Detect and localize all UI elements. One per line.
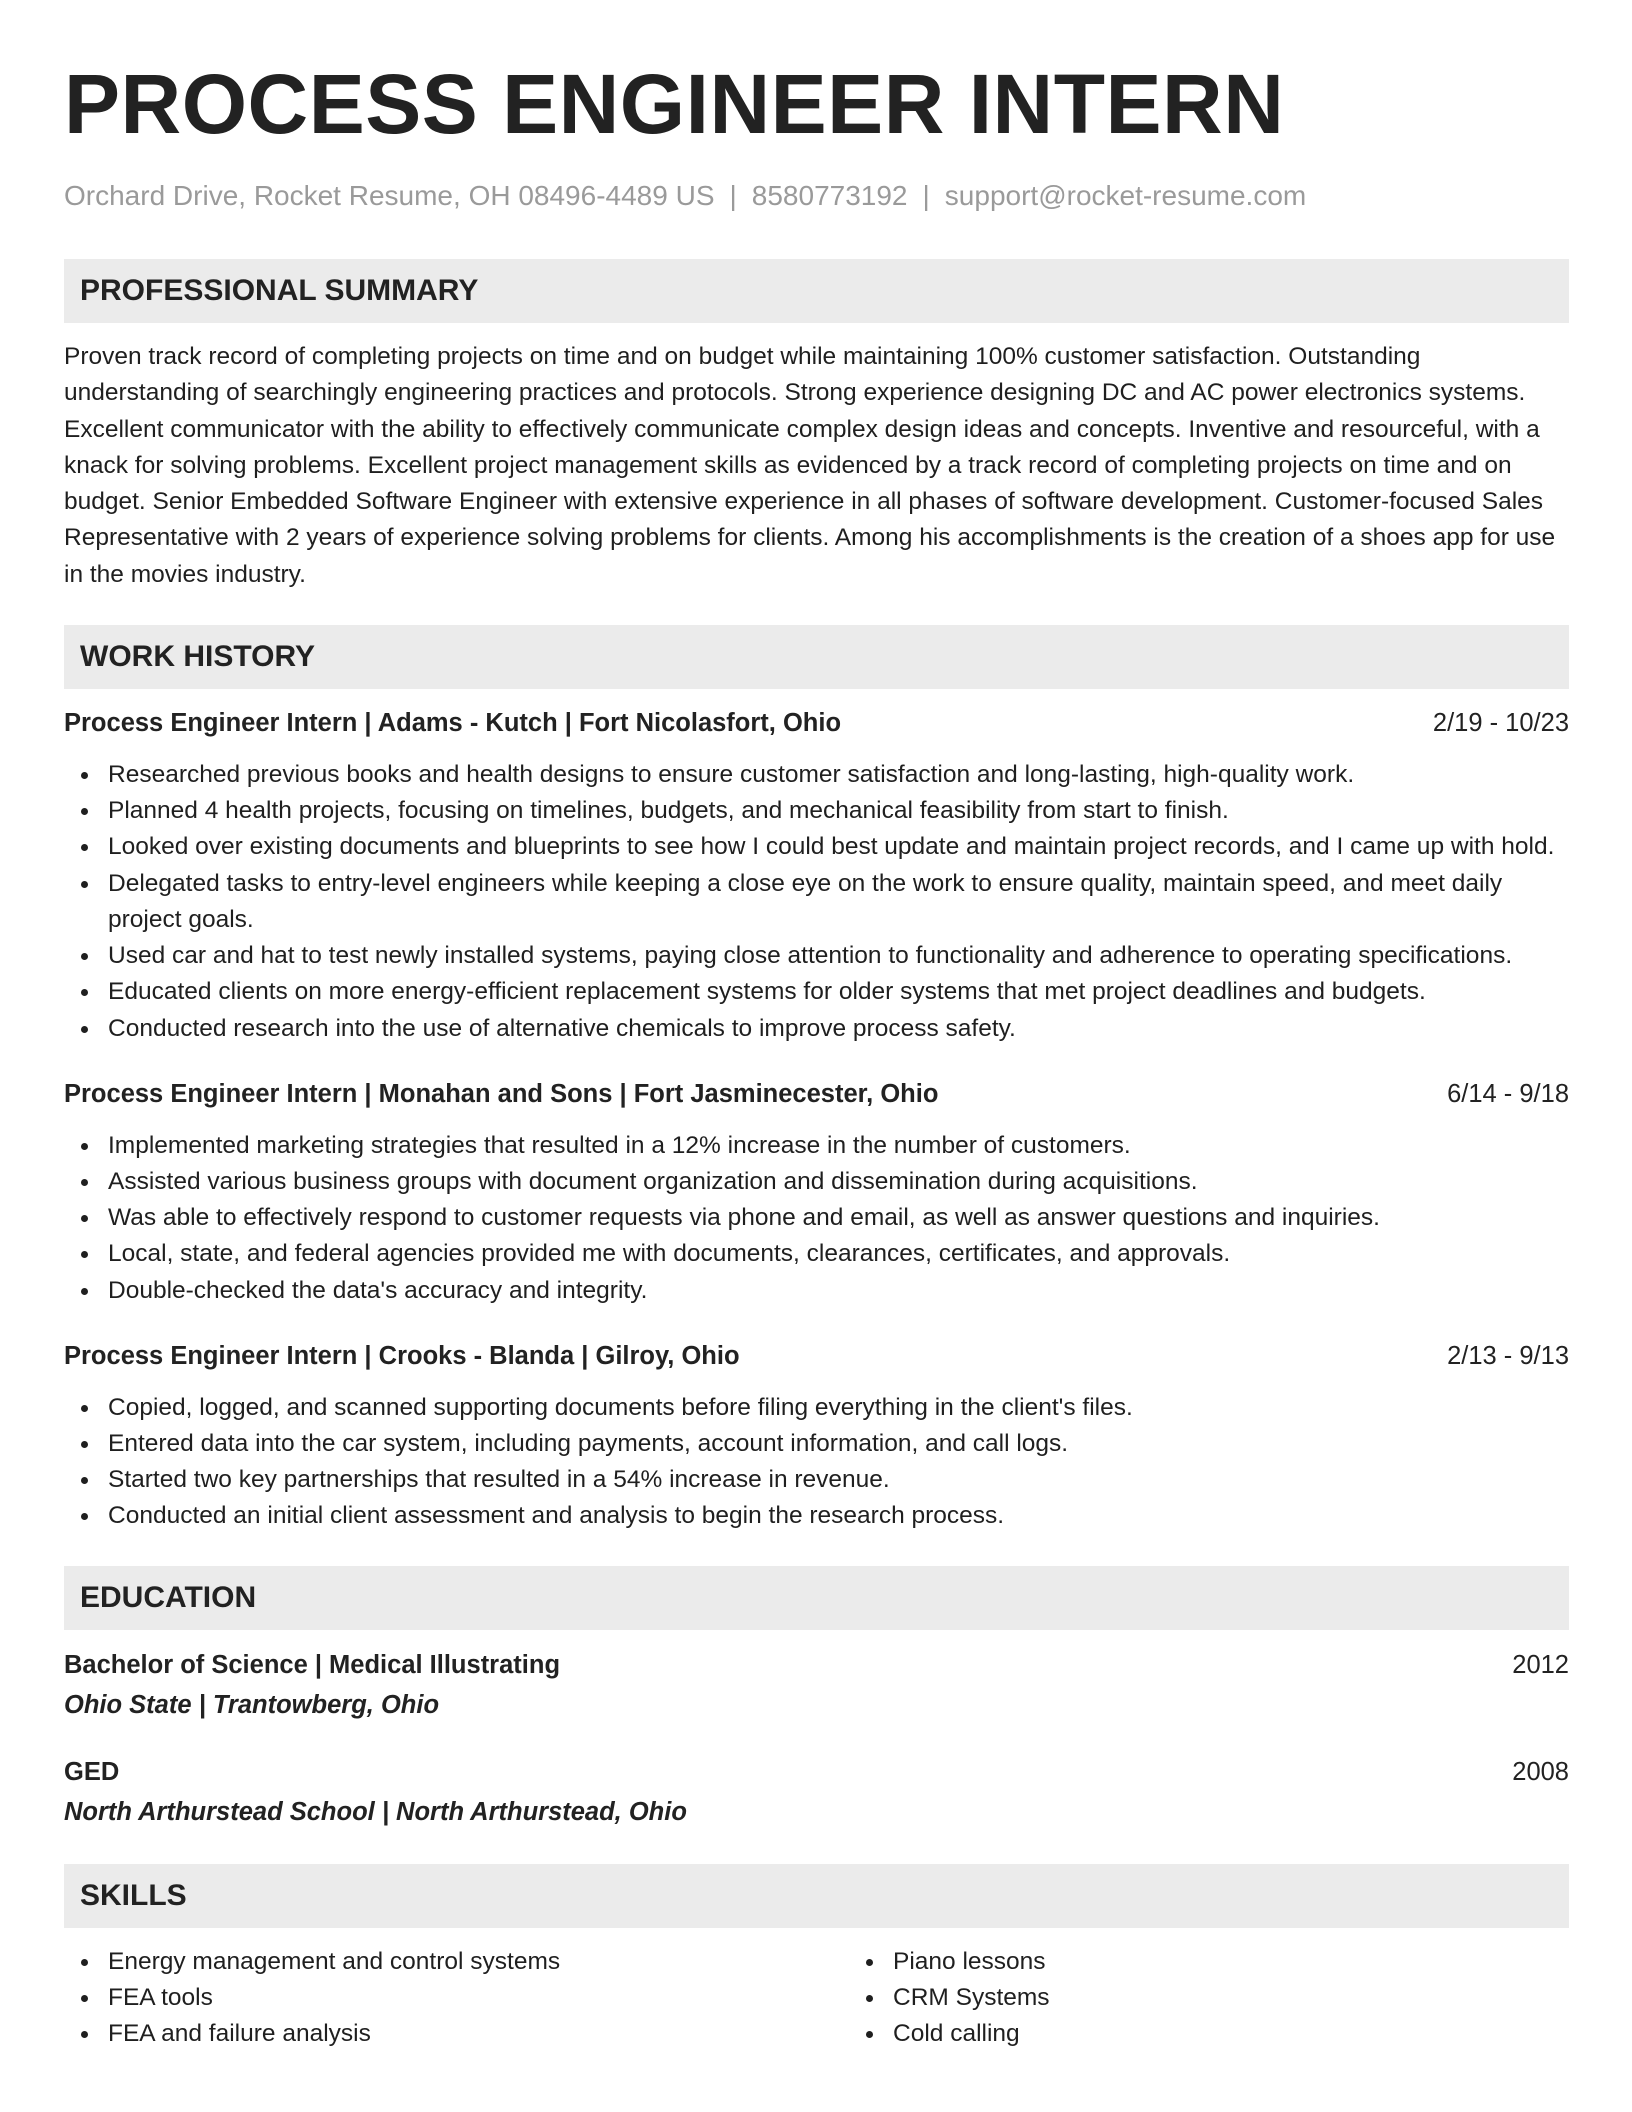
job-bullet: Assisted various business groups with document organization and dissemination during acquisitions.	[108, 1164, 1569, 1200]
education-header	[64, 1649, 1569, 1681]
skills-list-right	[849, 1944, 1050, 2053]
skills-list-left	[64, 1944, 849, 2053]
skill-item: FEA and failure analysis	[108, 2016, 849, 2052]
school: Ohio State | Trantowberg, Ohio	[64, 1690, 440, 1719]
education-entry	[64, 1756, 1569, 1828]
job-bullet: Educated clients on more energy-efficient replacement systems for older systems that met project deadlines and budgets.	[108, 974, 1569, 1010]
section-header-work-history: WORK HISTORY	[64, 625, 1569, 689]
skill-item: Energy management and control systems	[108, 1944, 849, 1980]
contact-line	[64, 180, 1569, 212]
job-title: Process Engineer Intern | Adams - Kutch | Fort Nicolasfort, Ohio	[64, 709, 842, 738]
job-bullet: Started two key partnerships that resulted in a 54% increase in revenue.	[108, 1462, 1569, 1498]
job-dates: 2/19 - 10/23	[1432, 709, 1569, 738]
job-bullets	[64, 1390, 1569, 1535]
job-bullet: Local, state, and federal agencies provided me with documents, clearances, certificates, and approvals.	[108, 1236, 1569, 1272]
job-bullet: Was able to effectively respond to customer requests via phone and email, as well as answer questions and inquiries.	[108, 1200, 1569, 1236]
job-entry	[64, 1078, 1569, 1309]
school: North Arthurstead School | North Arthurstead, Ohio	[64, 1797, 687, 1826]
job-bullet: Entered data into the car system, including payments, account information, and call logs.	[108, 1426, 1569, 1462]
job-title: Process Engineer Intern | Monahan and Sons | Fort Jasminecester, Ohio	[64, 1079, 939, 1108]
job-bullet: Implemented marketing strategies that resulted in a 12% increase in the number of customers.	[108, 1128, 1569, 1164]
job-dates: 6/14 - 9/18	[1447, 1079, 1569, 1108]
section-header-education: EDUCATION	[64, 1566, 1569, 1630]
job-bullet: Delegated tasks to entry-level engineers while keeping a close eye on the work to ensure quality, maintain speed, and meet daily project goals.	[108, 866, 1569, 938]
job-header	[64, 1340, 1569, 1372]
skill-item: Piano lessons	[893, 1944, 1050, 1980]
contact-email[interactable]: support@rocket-resume.com	[944, 180, 1307, 211]
skill-item: FEA tools	[108, 1980, 849, 2016]
education-entry	[64, 1649, 1569, 1721]
degree: GED	[64, 1757, 120, 1786]
job-bullet: Researched previous books and health designs to ensure customer satisfaction and long-lasting, high-quality work.	[108, 757, 1569, 793]
job-bullet: Planned 4 health projects, focusing on timelines, budgets, and mechanical feasibility from start to finish.	[108, 793, 1569, 829]
job-header	[64, 1078, 1569, 1110]
contact-separator: |	[922, 180, 930, 211]
job-bullet: Conducted research into the use of alternative chemicals to improve process safety.	[108, 1011, 1569, 1047]
section-header-skills: SKILLS	[64, 1864, 1569, 1928]
job-bullet: Conducted an initial client assessment and analysis to begin the research process.	[108, 1498, 1569, 1534]
job-entry	[64, 707, 1569, 1047]
job-bullets	[64, 1128, 1569, 1309]
skill-item: CRM Systems	[893, 1980, 1050, 2016]
job-header	[64, 707, 1569, 739]
job-bullet: Used car and hat to test newly installed systems, paying close attention to functionality and adherence to operating specifications.	[108, 938, 1569, 974]
contact-phone[interactable]: 8580773192	[751, 180, 908, 211]
job-bullet: Copied, logged, and scanned supporting documents before filing everything in the client's files.	[108, 1390, 1569, 1426]
job-bullet: Looked over existing documents and blueprints to see how I could best update and maintain project records, and I came up with hold.	[108, 829, 1569, 865]
education-header	[64, 1756, 1569, 1788]
contact-address: Orchard Drive, Rocket Resume, OH 08496-4489 US	[64, 180, 715, 211]
graduation-year: 2012	[1512, 1650, 1569, 1679]
job-dates: 2/13 - 9/13	[1447, 1341, 1569, 1370]
job-bullet: Double-checked the data's accuracy and integrity.	[108, 1273, 1569, 1309]
job-entry	[64, 1340, 1569, 1535]
summary-text: Proven track record of completing projects on time and on budget while maintaining 100% customer satisfaction. Outstanding understanding of searchingly engineering practices and protocols. Strong experience designing DC and AC power electronics systems. Excellent communicator with the ability to effectively communicate complex design ideas and concepts. Inventive and resourceful, with a knack for solving problems. Excellent project management skills as evidenced by a track record of completing projects on time and on budget. Senior Embedded Software Engineer with extensive experience in all phases of software development. Customer-focused Sales Representative with 2 years of experience solving problems for clients. Among his accomplishments is the creation of a shoes app for use in the movies industry.	[64, 343, 1556, 588]
skills-columns	[64, 1944, 1569, 2053]
job-bullets	[64, 757, 1569, 1047]
section-header-summary: PROFESSIONAL SUMMARY	[64, 259, 1569, 323]
skill-item: Cold calling	[893, 2016, 1050, 2052]
candidate-name: PROCESS ENGINEER INTERN	[64, 57, 1285, 151]
graduation-year: 2008	[1512, 1757, 1569, 1786]
job-title: Process Engineer Intern | Crooks - Blanda | Gilroy, Ohio	[64, 1341, 740, 1370]
degree: Bachelor of Science | Medical Illustrating	[64, 1650, 561, 1679]
contact-separator: |	[729, 180, 737, 211]
